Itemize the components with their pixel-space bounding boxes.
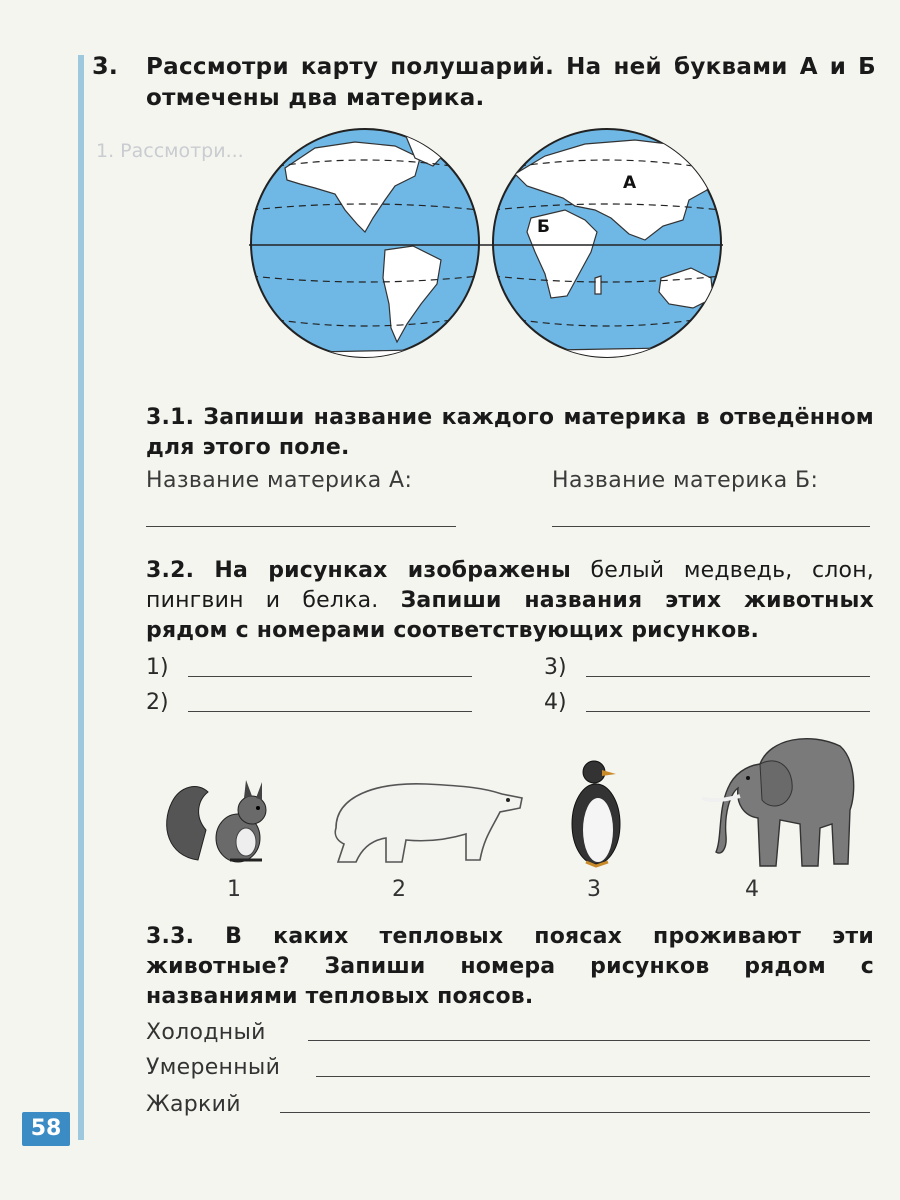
subtask-3-2-title [146,556,874,646]
penguin-picture [564,758,628,870]
subtask-3-2-animals: белый медведь, слон, пингвин и белка. [146,558,874,613]
page-number: 58 [22,1112,70,1146]
eastern-hemisphere [493,129,721,358]
subtask-3-3-text: 3.3. В каких тепловых поясах проживают эти животные? Запиши номера рисунков рядом с названиями тепловых поясов. [146,924,874,1009]
task-number: 3. [92,52,118,80]
answer-2-number: 2) [146,690,169,715]
hemispheres-map [245,128,735,358]
squirrel-picture [158,776,282,868]
picture-number-4: 4 [745,877,759,902]
western-hemisphere [251,129,479,358]
answer-1-line[interactable] [188,676,472,677]
answer-2-line[interactable] [188,711,472,712]
task-instruction: Рассмотри карту полушарий. На ней буквами А и Б отмечены два материка. [146,54,876,111]
continent-b-label: Название материка Б: [552,468,819,493]
subtask-3-1-title [146,403,874,463]
bleed-through-text: 1. Рассмотри... [96,140,244,162]
picture-number-3: 3 [587,877,601,902]
zone-temperate-line[interactable] [316,1076,870,1077]
picture-number-2: 2 [392,877,406,902]
zone-cold-line[interactable] [308,1040,870,1041]
margin-rule [78,55,84,1140]
subtask-3-3-title [146,922,874,1012]
continent-a-answer-line[interactable] [146,526,456,527]
subtask-3-2-lead: 3.2. На рисунках изображены [146,558,571,583]
picture-number-1: 1 [227,877,241,902]
answer-1-number: 1) [146,655,169,680]
map-label-a: А [623,173,637,193]
elephant-picture [700,724,858,874]
answer-4-line[interactable] [586,711,870,712]
zone-hot-line[interactable] [280,1112,870,1113]
polar-bear-picture [316,768,528,868]
subtask-3-1-text: 3.1. Запиши название каждого материка в отведённом для этого поле. [146,405,874,460]
zone-temperate-label: Умеренный [146,1055,281,1080]
answer-4-number: 4) [544,690,567,715]
zone-hot-label: Жаркий [146,1092,241,1117]
answer-3-number: 3) [544,655,567,680]
subtask-3-2-instruction: Запиши названия этих животных рядом с номерами соответствующих рисунков. [146,588,874,643]
map-label-b: Б [537,217,550,237]
continent-a-label: Название материка А: [146,468,413,493]
continent-b-answer-line[interactable] [552,526,870,527]
answer-3-line[interactable] [586,676,870,677]
zone-cold-label: Холодный [146,1020,266,1045]
